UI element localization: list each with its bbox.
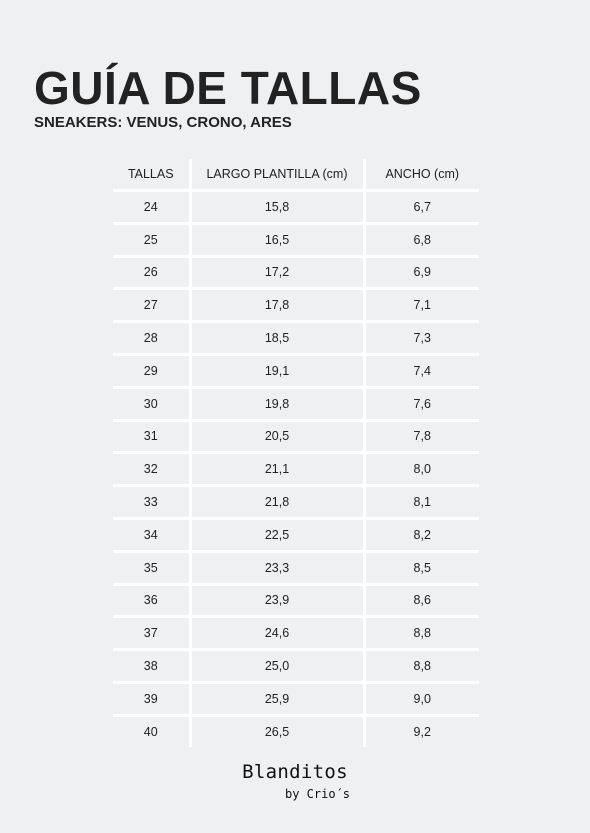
size-table-container [113,159,479,747]
table-row [113,682,479,715]
cell-ancho: 9,0 [364,682,479,715]
cell-largo-plantilla: 25,9 [190,682,364,715]
cell-talla: 31 [113,420,190,453]
table-row [113,420,479,453]
cell-ancho: 7,3 [364,322,479,355]
cell-largo-plantilla: 16,5 [190,223,364,256]
cell-ancho: 7,1 [364,289,479,322]
cell-ancho: 7,8 [364,420,479,453]
table-row [113,650,479,683]
table-row [113,617,479,650]
cell-largo-plantilla: 21,1 [190,453,364,486]
cell-largo-plantilla: 23,3 [190,551,364,584]
cell-largo-plantilla: 17,2 [190,256,364,289]
table-row [113,486,479,519]
cell-ancho: 7,4 [364,354,479,387]
table-body [113,191,479,747]
cell-ancho: 7,6 [364,387,479,420]
cell-ancho: 6,9 [364,256,479,289]
table-row [113,387,479,420]
cell-talla: 35 [113,551,190,584]
table-header-row [113,159,479,191]
cell-largo-plantilla: 22,5 [190,518,364,551]
cell-largo-plantilla: 18,5 [190,322,364,355]
cell-talla: 34 [113,518,190,551]
cell-largo-plantilla: 19,8 [190,387,364,420]
table-row [113,223,479,256]
table-row [113,322,479,355]
cell-largo-plantilla: 25,0 [190,650,364,683]
cell-talla: 28 [113,322,190,355]
cell-largo-plantilla: 20,5 [190,420,364,453]
cell-ancho: 9,2 [364,715,479,746]
size-table [113,159,479,747]
cell-ancho: 8,5 [364,551,479,584]
table-row [113,715,479,746]
cell-talla: 33 [113,486,190,519]
cell-largo-plantilla: 15,8 [190,191,364,224]
cell-largo-plantilla: 19,1 [190,354,364,387]
cell-ancho: 6,7 [364,191,479,224]
table-row [113,518,479,551]
cell-talla: 25 [113,223,190,256]
cell-talla: 39 [113,682,190,715]
cell-talla: 32 [113,453,190,486]
cell-talla: 30 [113,387,190,420]
cell-largo-plantilla: 24,6 [190,617,364,650]
header-ancho: ANCHO (cm) [364,159,479,191]
cell-largo-plantilla: 21,8 [190,486,364,519]
cell-ancho: 8,1 [364,486,479,519]
cell-largo-plantilla: 23,9 [190,584,364,617]
page-title: GUÍA DE TALLAS [34,62,422,114]
table-row [113,289,479,322]
cell-talla: 38 [113,650,190,683]
cell-talla: 27 [113,289,190,322]
cell-talla: 24 [143,199,158,214]
cell-talla: 26 [113,256,190,289]
table-row [113,584,479,617]
brand-name: Blanditos [242,761,348,783]
cell-ancho: 8,0 [364,453,479,486]
cell-largo-plantilla: 26,5 [190,715,364,746]
table-row [113,256,479,289]
table-row [113,551,479,584]
cell-talla: 29 [113,354,190,387]
cell-ancho: 6,8 [364,223,479,256]
cell-ancho: 8,6 [364,584,479,617]
page-subtitle: SNEAKERS: VENUS, CRONO, ARES [34,114,292,131]
header-tallas: TALLAS [113,159,190,191]
cell-talla: 37 [113,617,190,650]
cell-talla: 36 [113,584,190,617]
table-row [113,191,479,224]
cell-largo-plantilla: 17,8 [190,289,364,322]
brand-logo [0,761,590,783]
table-row [113,354,479,387]
cell-talla: 40 [113,715,190,746]
table-row [113,453,479,486]
cell-ancho: 8,8 [364,617,479,650]
cell-ancho: 8,2 [364,518,479,551]
brand-tagline: by Crio´s [285,787,351,801]
cell-ancho: 8,8 [364,650,479,683]
header-largo-plantilla: LARGO PLANTILLA (cm) [190,159,364,191]
